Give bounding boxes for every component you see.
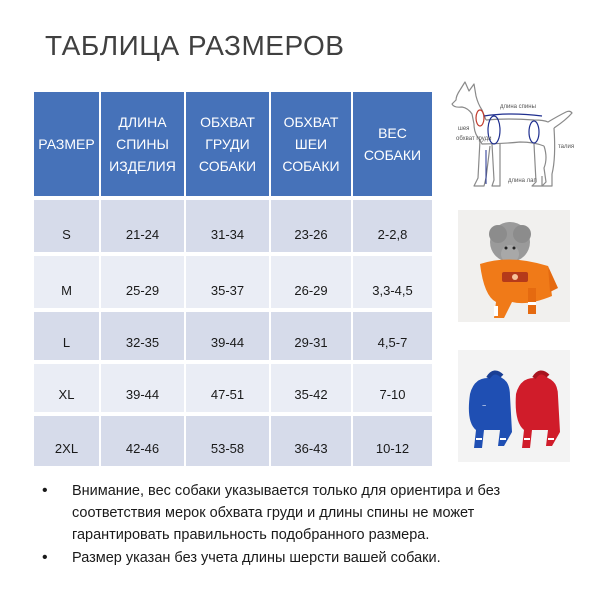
- cell-back-length: 39-44: [100, 362, 185, 414]
- header-back-length: ДЛИНА СПИНЫ ИЗДЕЛИЯ: [100, 92, 185, 198]
- blue-red-dog-costumes-photo: [458, 350, 570, 462]
- header-size: РАЗМЕР: [34, 92, 100, 198]
- table-header-row: [34, 92, 432, 198]
- orange-dog-costume-photo: [458, 210, 570, 322]
- cell-weight: 7-10: [352, 362, 432, 414]
- cell-neck-girth: 29-31: [270, 310, 352, 362]
- header-neck-girth: ОБХВАТ ШЕИ СОБАКИ: [270, 92, 352, 198]
- cell-size: XL: [34, 362, 100, 414]
- cell-neck-girth: 35-42: [270, 362, 352, 414]
- table-row: [34, 254, 432, 310]
- list-item: • Внимание, вес собаки указывается только для ориентира и без соответствия мерок обхвата груди и длины спины не может гарантировать правильность подобранного размера.: [42, 482, 501, 543]
- bullet-icon: •: [42, 482, 48, 499]
- cell-size: M: [34, 254, 100, 310]
- diagram-label-chest: обхват груди: [456, 136, 492, 142]
- diagram-label-waist: талия: [558, 144, 575, 150]
- cell-weight: 2-2,8: [352, 198, 432, 254]
- table-row: [34, 414, 432, 466]
- cell-size: S: [34, 198, 100, 254]
- cell-chest-girth: 47-51: [185, 362, 270, 414]
- cell-back-length: 32-35: [100, 310, 185, 362]
- notes-list: [40, 480, 560, 570]
- table-row: [34, 198, 432, 254]
- cell-size: 2XL: [34, 414, 100, 466]
- page-title: ТАБЛИЦА РАЗМЕРОВ: [45, 30, 345, 61]
- table-row: [34, 310, 432, 362]
- svg-text:~: ~: [482, 403, 487, 410]
- bullet-icon: •: [42, 549, 48, 566]
- cell-chest-girth: 39-44: [185, 310, 270, 362]
- table-row: [34, 362, 432, 414]
- cell-size: L: [34, 310, 100, 362]
- dog-measurement-diagram: [448, 78, 578, 196]
- cell-weight: 3,3-4,5: [352, 254, 432, 310]
- cell-back-length: 21-24: [100, 198, 185, 254]
- header-chest-girth: ОБХВАТ ГРУДИ СОБАКИ: [185, 92, 270, 198]
- cell-weight: 10-12: [352, 414, 432, 466]
- cell-chest-girth: 31-34: [185, 198, 270, 254]
- list-item: • Размер указан без учета длины шерсти вашей собаки.: [40, 547, 560, 569]
- diagram-label-legs: длина лап: [508, 178, 537, 184]
- cell-neck-girth: 23-26: [270, 198, 352, 254]
- header-weight: ВЕС СОБАКИ: [352, 92, 432, 198]
- cell-back-length: 42-46: [100, 414, 185, 466]
- size-table: [34, 92, 432, 466]
- diagram-label-back: длина спины: [500, 104, 536, 110]
- cell-chest-girth: 35-37: [185, 254, 270, 310]
- cell-chest-girth: 53-58: [185, 414, 270, 466]
- diagram-label-neck: шея: [458, 126, 470, 132]
- cell-neck-girth: 36-43: [270, 414, 352, 466]
- cell-weight: 4,5-7: [352, 310, 432, 362]
- cell-neck-girth: 26-29: [270, 254, 352, 310]
- cell-back-length: 25-29: [100, 254, 185, 310]
